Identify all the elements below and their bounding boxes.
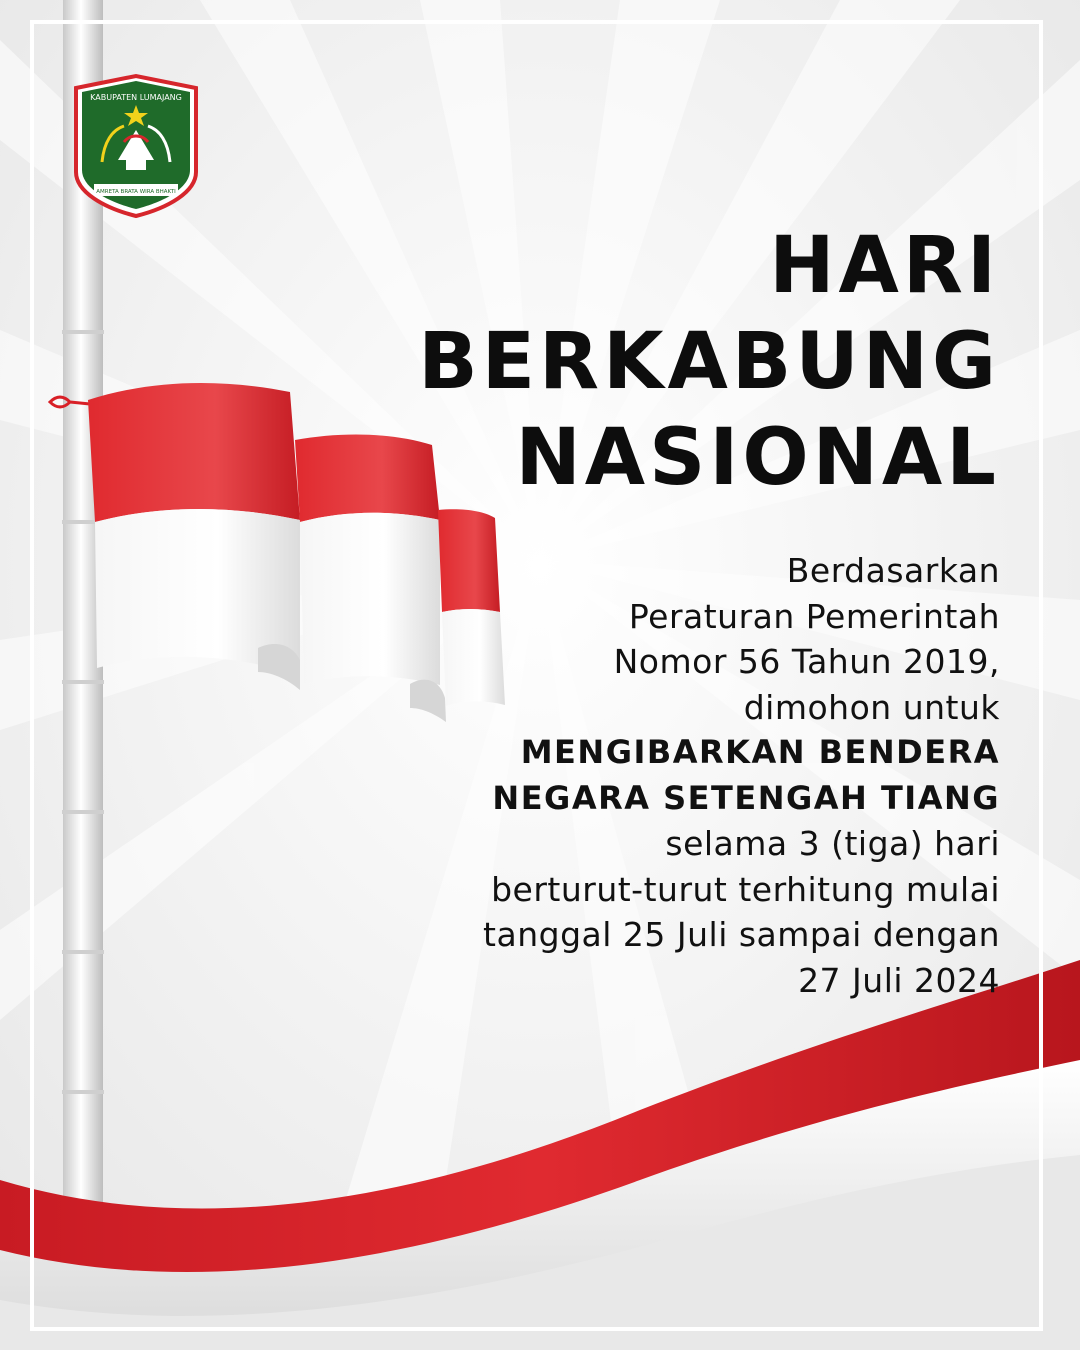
emblem-top-text: KABUPATEN LUMAJANG	[90, 93, 182, 102]
emphasis-line: NEGARA SETENGAH TIANG	[492, 778, 1000, 817]
title-line: NASIONAL	[515, 413, 1000, 503]
title-line: BERKABUNG	[418, 317, 1000, 407]
body-line: Nomor 56 Tahun 2019,	[613, 642, 1000, 681]
body-line: Berdasarkan	[786, 551, 1000, 590]
body-line: 27 Juli 2024	[798, 960, 1000, 1000]
body-line: dimohon untuk	[743, 687, 1000, 727]
title-line: HARI	[769, 221, 1000, 311]
emphasis-line: MENGIBARKAN BENDERA	[520, 733, 1000, 771]
announcement-text	[360, 548, 1000, 1003]
body-line: tanggal 25 Juli sampai dengan	[483, 915, 1000, 954]
body-line: berturut-turut terhitung mulai	[491, 869, 1000, 909]
page-title	[300, 218, 1000, 506]
emblem-motto: AMRETA BRATA WIRA BHAKTI	[96, 189, 176, 195]
body-line: Peraturan Pemerintah	[628, 596, 1000, 636]
kabupaten-lumajang-emblem	[72, 72, 200, 218]
body-line: selama 3 (tiga) hari	[665, 824, 1000, 863]
